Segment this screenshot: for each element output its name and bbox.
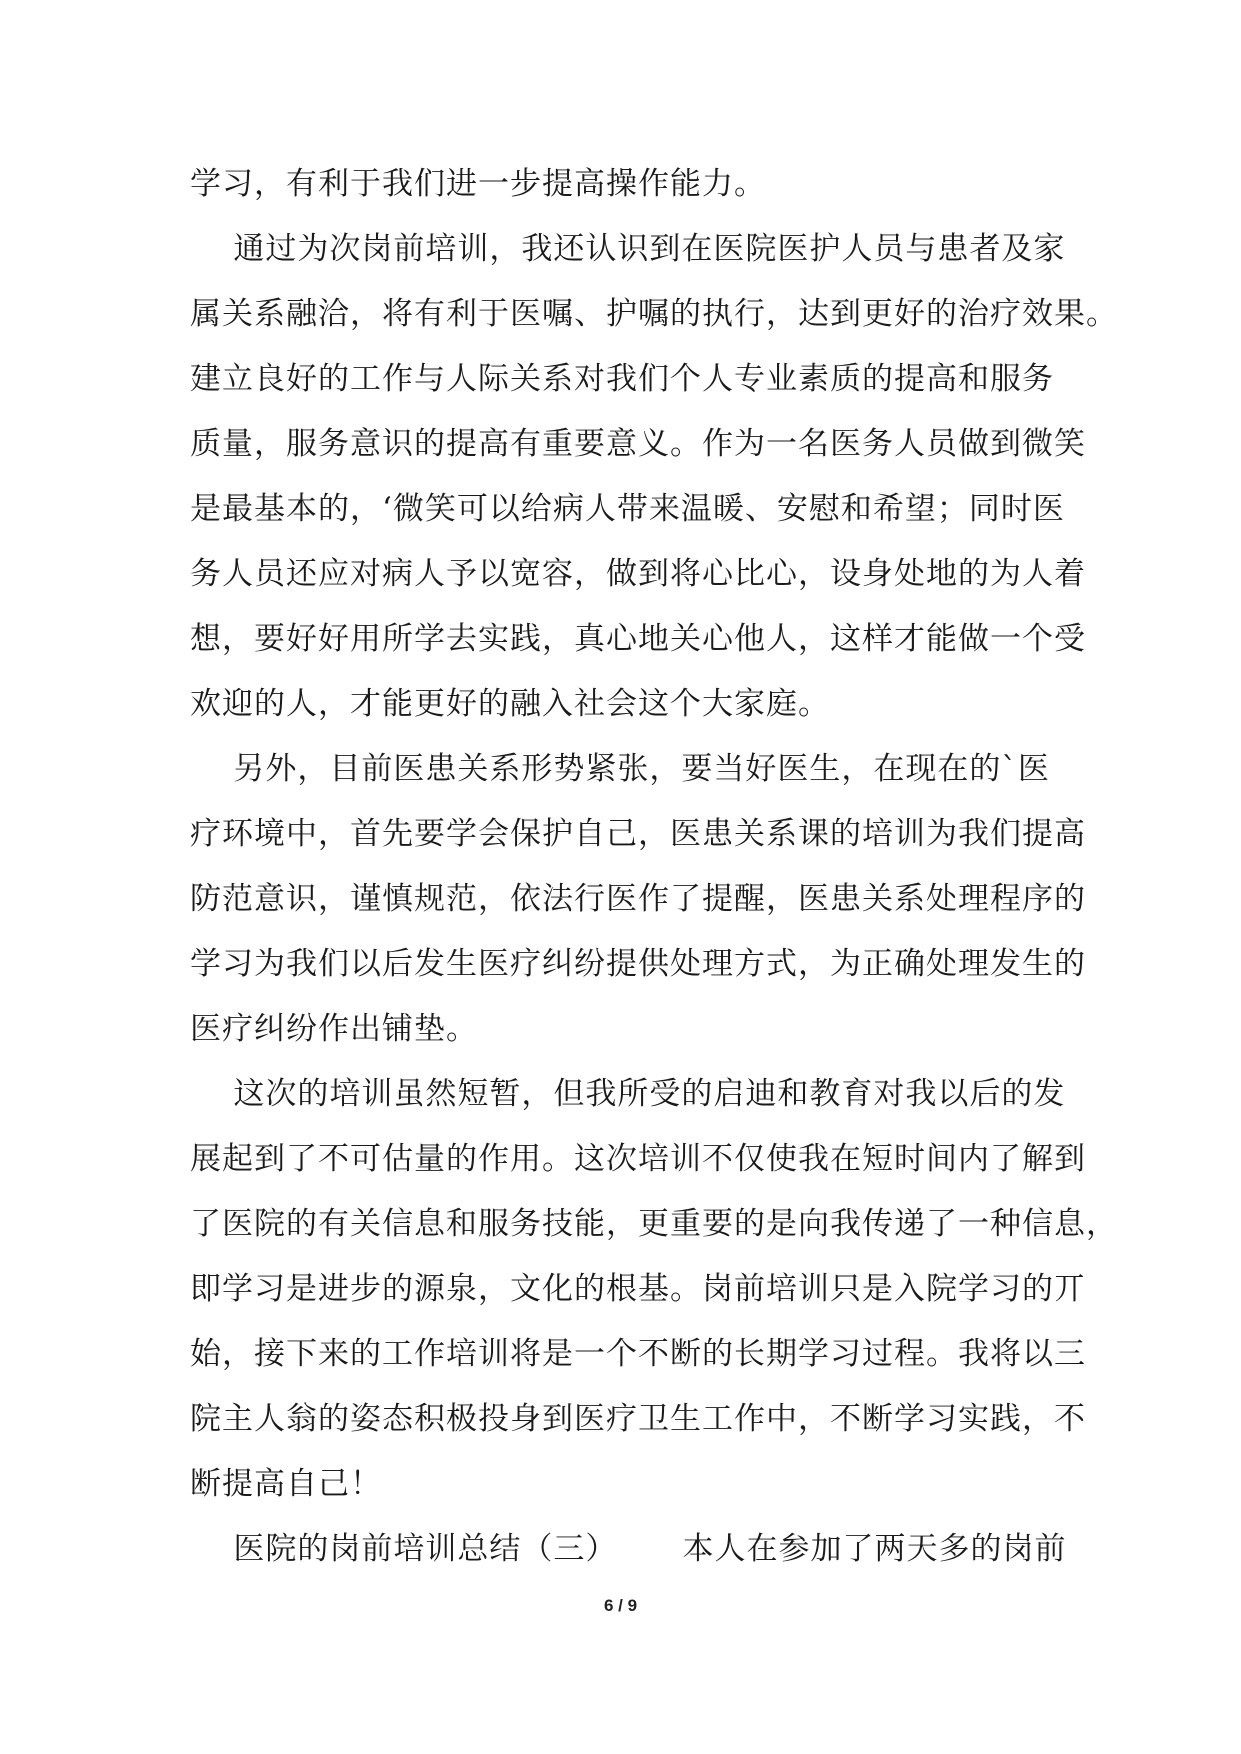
text-line: 防范意识，谨慎规范，依法行医作了提醒，医患关系处理程序的 [190, 881, 1086, 917]
text-line: 另外，目前医患关系形势紧张，要当好医生，在现在的`医 [190, 751, 1050, 787]
text-line: 了医院的有关信息和服务技能，更重要的是向我传递了一种信息， [190, 1206, 1118, 1242]
text-line: 想，要好好用所学去实践，真心地关心他人，这样才能做一个受 [190, 621, 1086, 657]
page-number: 6 / 9 [603, 1596, 638, 1615]
text-line: 展起到了不可估量的作用。这次培训不仅使我在短时间内了解到 [190, 1141, 1086, 1177]
text-line: 质量，服务意识的提高有重要意义。作为一名医务人员做到微笑 [190, 426, 1086, 462]
text-line: 断提高自己！ [190, 1466, 382, 1502]
text-line: 这次的培训虽然短暂，但我所受的启迪和教育对我以后的发 [190, 1076, 1066, 1112]
text-line: 院主人翁的姿态积极投身到医疗卫生工作中，不断学习实践，不 [190, 1401, 1086, 1437]
text-line: 即学习是进步的源泉，文化的根基。岗前培训只是入院学习的丌 [190, 1271, 1086, 1307]
text-line: 属关系融洽，将有利于医嘱、护嘱的执行，达到更好的治疗效果。 [190, 296, 1118, 332]
text-line: 建立良好的工作与人际关系对我们个人专业素质的提高和服务 [190, 361, 1054, 397]
text-line: 是最基本的，‘微笑可以给病人带来温暖、安慰和希望；同时医 [190, 491, 1065, 527]
text-line: 欢迎的人，才能更好的融入社会这个大家庭。 [190, 686, 830, 722]
text-line: 学习为我们以后发生医疗纠纷提供处理方式，为正确处理发生的 [190, 946, 1086, 982]
text-line: 学习，有利于我们进一步提高操作能力。 [190, 166, 766, 202]
text-line: 医院的岗前培训总结（三） 本人在参加了两天多的岗前 [190, 1531, 1067, 1567]
text-line: 始，接下来的工作培训将是一个不断的长期学习过程。我将以三 [190, 1336, 1086, 1372]
text-line: 医疗纠纷作出铺垫。 [190, 1011, 478, 1047]
text-line: 通过为次岗前培训，我还认识到在医院医护人员与患者及家 [190, 231, 1066, 267]
text-line: 疗环境中，首先要学会保护自己，医患关系课的培训为我们提高 [190, 816, 1086, 852]
text-line: 务人员还应对病人予以宽容，做到将心比心，设身处地的为人着 [190, 556, 1086, 592]
